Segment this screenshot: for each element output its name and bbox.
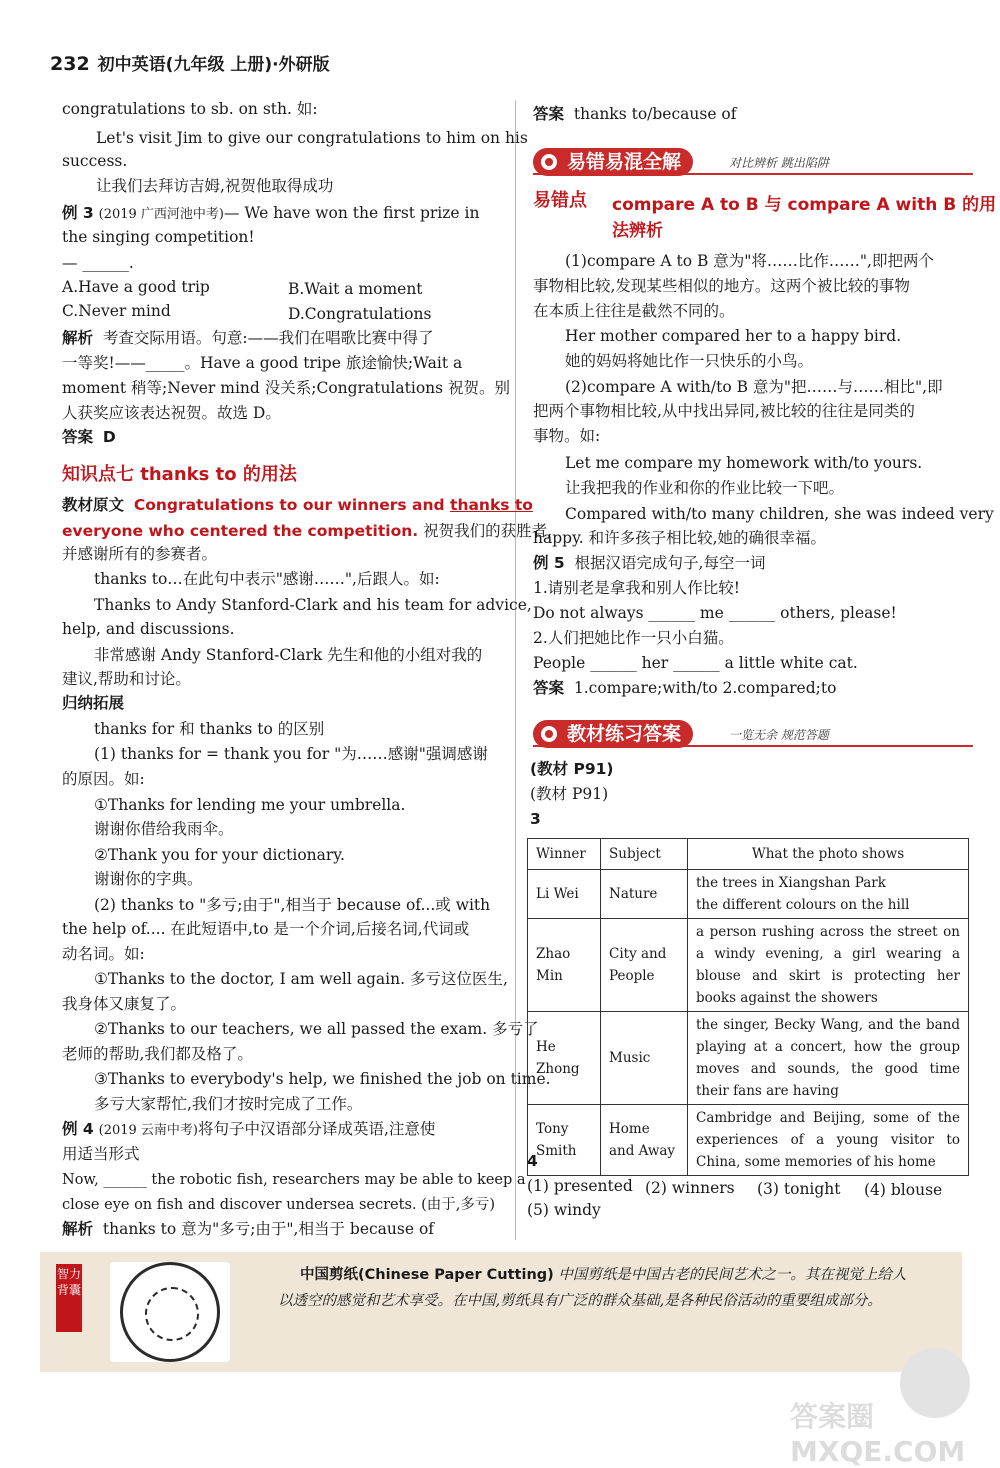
option-d: D.Congratulations — [288, 305, 432, 323]
example-sentence: Compared with/to many children, she was indeed very — [565, 505, 994, 523]
table-row — [528, 1105, 969, 1176]
section-banner-answers — [533, 720, 973, 748]
answer-label: 答案 — [62, 428, 94, 446]
text-line: 用适当形式 — [62, 1145, 140, 1163]
text-line: 人获奖应该表达祝贺。故选 D。 — [62, 404, 281, 422]
translation: 谢谢你借给我雨伞。 — [94, 820, 234, 838]
example-sentence: Let's visit Jim to give our congratulations to him on his — [96, 129, 528, 147]
error-point-title-2: 法辨析 — [612, 221, 663, 241]
banner-title: 易错易混全解 — [533, 148, 693, 176]
table-header-row — [528, 839, 969, 870]
table-header-cell: Winner — [528, 839, 601, 870]
source-english: Congratulations to our winners and — [133, 496, 451, 514]
example-question: 根据汉语完成句子,每空一词 — [574, 554, 766, 572]
footer-line-2: 以透空的感觉和艺术享受。在中国,剪纸具有广泛的群众基础,是各种民俗活动的重要组成部分。 — [278, 1293, 882, 1309]
text-line: 的原因。如: — [62, 770, 145, 788]
option-b: B.Wait a moment — [288, 280, 423, 298]
example-source: (2019 云南中考) — [98, 1123, 198, 1138]
paper-cutting-emblem-icon — [120, 1262, 220, 1362]
answer-value: thanks to/because of — [573, 105, 737, 123]
answer-table — [527, 838, 969, 1176]
example-label: 例 3 — [62, 204, 94, 222]
section-banner-errors — [533, 148, 973, 176]
footer-text: 中国剪纸是中国古老的民间艺术之一。其在视觉上给人 — [553, 1267, 907, 1283]
translation: 让我把我的作业和你的作业比较一下吧。 — [565, 479, 845, 497]
table-row — [528, 919, 969, 1012]
source-english-2: everyone who centered the competition. — [62, 522, 419, 540]
text-line: success. — [62, 152, 128, 170]
example-label: 例 4 — [62, 1120, 94, 1138]
text-line: congratulations to sb. on sth. 如: — [62, 100, 318, 118]
question-2-blank: People ______ her ______ a little white cat. — [533, 654, 858, 672]
translation: 老师的帮助,我们都及格了。 — [62, 1045, 253, 1063]
source-text — [62, 494, 533, 516]
text-line: 一等奖!——_____。Have a good tripe 旅途愉快;Wait a — [62, 354, 463, 372]
watermark: 答案圈 MXQE.COM — [790, 1400, 966, 1468]
source-highlight: thanks to — [450, 496, 533, 514]
text-line: thanks for 和 thanks to 的区别 — [94, 720, 325, 738]
example-sentence: Thanks to Andy Stanford-Clark and his team for advice, — [94, 596, 532, 614]
alarm-icon — [541, 154, 557, 170]
text-line: (2)compare A with/to B 意为"把……与……相比",即 — [565, 378, 943, 396]
text-line: 动名词。如: — [62, 945, 145, 963]
example-label: 例 5 — [533, 554, 565, 572]
text-line: the singing competition! — [62, 228, 255, 246]
translation: 建议,帮助和讨论。 — [62, 670, 191, 688]
text-line: (1) thanks for = thank you for "为……感谢"强调感谢 — [94, 745, 488, 763]
table-cell: Home and Away — [601, 1105, 688, 1176]
analysis-label: 解析 — [62, 1220, 94, 1238]
knowledge-point-title: 知识点七 thanks to 的用法 — [62, 464, 297, 485]
source-text-2 — [62, 520, 552, 542]
footer-line-1 — [300, 1264, 906, 1286]
analysis-text: thanks to 意为"多亏;由于",相当于 because of — [102, 1220, 435, 1238]
error-point-title: compare A to B 与 compare A with B 的用 — [612, 195, 997, 215]
answer-value: 1.compare;with/to 2.compared;to — [573, 679, 837, 697]
table-row — [528, 1012, 969, 1105]
book-title: 初中英语(九年级 上册)·外研版 — [97, 55, 330, 75]
translation: 多亏大家帮忙,我们才按时完成了工作。 — [94, 1095, 363, 1113]
page-number: 232 — [50, 53, 90, 75]
example-5 — [533, 552, 765, 574]
answer — [62, 426, 116, 448]
text-line: close eye on fish and discover undersea secrets. (由于,多亏) — [62, 1197, 496, 1213]
example-sentence: Let me compare my homework with/to yours. — [565, 454, 923, 472]
table-cell: Nature — [601, 870, 688, 919]
answer-item: (4) blouse — [864, 1181, 943, 1199]
answer-label: 答案 — [533, 105, 565, 123]
table-header-cell: Subject — [601, 839, 688, 870]
error-point — [533, 190, 587, 212]
text-line: 事物相比较,发现某些相似的地方。这两个被比较的事物 — [533, 277, 910, 295]
example-sentence: ②Thank you for your dictionary. — [94, 846, 345, 864]
example-3 — [62, 202, 479, 226]
table-cell: Tony Smith — [528, 1105, 601, 1176]
translation: 谢谢你的字典。 — [94, 870, 203, 888]
text-line: 并感谢所有的参赛者。 — [62, 545, 218, 563]
table-cell: Cambridge and Beijing, some of the experiences of a young visitor to China, some memories of his home — [688, 1105, 969, 1176]
answer-blank: — ______. — [62, 254, 134, 272]
answer-value: D — [102, 428, 116, 446]
question-number: 3 — [530, 810, 541, 828]
analysis — [62, 327, 434, 349]
text-line: Now, ______ the robotic fish, researchers may be able to keep a — [62, 1172, 526, 1188]
source-label: 教材原文 — [62, 496, 125, 514]
translation: 非常感谢 Andy Stanford-Clark 先生和他的小组对我的 — [94, 646, 483, 664]
translation: happy. 和许多孩子相比较,她的确很幸福。 — [533, 529, 827, 547]
text-line: (1)compare A to B 意为"将……比作……",即把两个 — [565, 252, 934, 270]
table-header-cell: What the photo shows — [688, 839, 969, 870]
table-cell: Li Wei — [528, 870, 601, 919]
question-number: 4 — [527, 1152, 538, 1170]
textbook-page-ref: (教材 P91) — [530, 760, 614, 778]
text-line: 在本质上往往是截然不同的。 — [533, 302, 735, 320]
analysis-text: 考查交际用语。句意:——我们在唱歌比赛中得了 — [102, 329, 434, 347]
question-1: 1.请别老是拿我和别人作比较! — [533, 579, 741, 597]
banner-title: 教材练习答案 — [533, 720, 693, 748]
banner-subtitle: 一览无余 规范答题 — [729, 728, 829, 742]
footer-box — [40, 1252, 962, 1372]
table-row — [528, 870, 969, 919]
answer-item: (1) presented — [527, 1177, 633, 1195]
source-chinese: 祝贺我们的获胜者, — [418, 522, 552, 540]
table-cell: He Zhong — [528, 1012, 601, 1105]
page-header — [50, 50, 330, 75]
footer-title: 中国剪纸(Chinese Paper Cutting) — [300, 1267, 554, 1283]
answer-item: (2) winners — [645, 1179, 735, 1197]
analysis-4 — [62, 1218, 434, 1240]
option-c: C.Never mind — [62, 302, 171, 320]
example-question: 将句子中汉语部分译成英语,注意使 — [198, 1120, 436, 1138]
analysis-label: 解析 — [62, 329, 94, 347]
text-line: 事物。如: — [533, 427, 601, 445]
answer — [533, 103, 737, 125]
option-a: A.Have a good trip — [62, 278, 210, 296]
question-1-blank: Do not always ______ me ______ others, please! — [533, 604, 897, 622]
table-cell: City and People — [601, 919, 688, 1012]
table-cell: Music — [601, 1012, 688, 1105]
extension-label: 归纳拓展 — [62, 694, 125, 712]
table-cell: the singer, Becky Wang, and the band playing at a concert, how the group moves and sounds, the good time their fans are having — [688, 1012, 969, 1105]
translation: 她的妈妈将她比作一只快乐的小鸟。 — [565, 352, 814, 370]
example-sentence: ③Thanks to everybody's help, we finished the job on time. — [94, 1070, 551, 1088]
example-sentence: ①Thanks to the doctor, I am well again. 多亏这位医生, — [94, 970, 508, 988]
table-cell: the trees in Xiangshan Park the different colours on the hill — [688, 870, 969, 919]
paper-cutting-image — [110, 1262, 230, 1362]
textbook-page-ref: (教材 P91) — [530, 785, 609, 803]
translation: 我身体又康复了。 — [62, 995, 187, 1013]
table-cell: a person rushing across the street on a windy evening, a girl wearing a blouse and skirt is protecting her books against the showers — [688, 919, 969, 1012]
text-line: help, and discussions. — [62, 620, 235, 638]
text-line: (2) thanks to "多亏;由于",相当于 because of...或 with — [94, 896, 491, 914]
example-sentence: ②Thanks to our teachers, we all passed the exam. 多亏了 — [94, 1020, 539, 1038]
text-line: moment 稍等;Never mind 没关系;Congratulations 祝贺。别 — [62, 379, 511, 397]
example-sentence: ①Thanks for lending me your umbrella. — [94, 796, 406, 814]
example-sentence: Her mother compared her to a happy bird. — [565, 327, 902, 345]
question-2: 2.人们把她比作一只小白猫。 — [533, 629, 734, 647]
answer-item: (5) windy — [527, 1201, 601, 1219]
answer-item: (3) tonight — [757, 1180, 841, 1198]
translation: 让我们去拜访吉姆,祝贺他取得成功 — [96, 177, 334, 195]
table-cell: Zhao Min — [528, 919, 601, 1012]
example-source: (2019 广西河池中考) — [98, 207, 224, 222]
answer — [533, 677, 836, 699]
footer-tag: 智力背囊 — [56, 1264, 82, 1332]
error-point-label: 易错点 — [533, 190, 587, 211]
banner-subtitle: 对比辨析 跳出陷阱 — [729, 156, 829, 170]
text-line: thanks to…在此句中表示"感谢……",后跟人。如: — [94, 570, 440, 588]
text-line: the help of.... 在此短语中,to 是一个介词,后接名词,代词或 — [62, 920, 470, 938]
alarm-icon — [541, 726, 557, 742]
text-line: 把两个事物相比较,从中找出异同,被比较的往往是同类的 — [533, 402, 915, 420]
example-4 — [62, 1118, 435, 1142]
answer-label: 答案 — [533, 679, 565, 697]
example-question: — We have won the first prize in — [224, 204, 480, 222]
